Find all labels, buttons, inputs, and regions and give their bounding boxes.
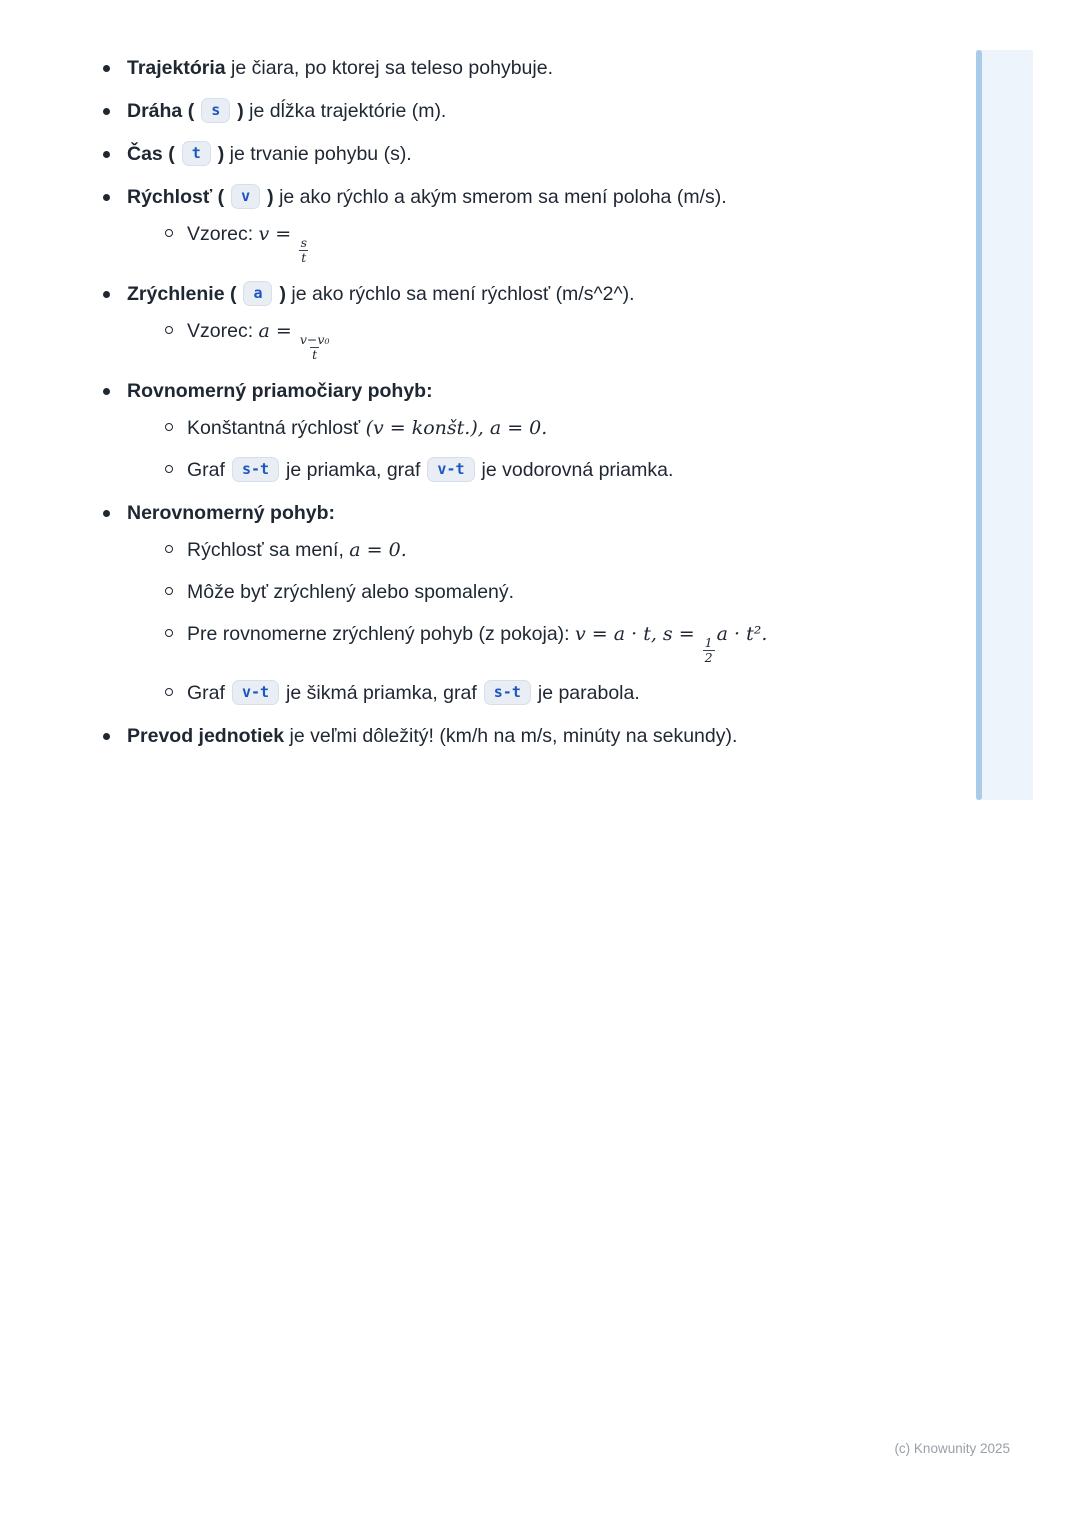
line-zrychlenie xyxy=(127,280,899,308)
code-chip-vt: v-t xyxy=(232,680,279,705)
line-rest: je trvanie pohybu (s). xyxy=(224,143,412,165)
math-expression: (v = konšt.), a = 0. xyxy=(365,417,548,439)
line-text: Graf xyxy=(187,459,225,481)
formula-a xyxy=(187,317,899,362)
circle-bullet-icon xyxy=(165,465,173,473)
sub-list xyxy=(127,317,899,362)
term-draha: Dráha ( xyxy=(127,100,195,122)
bullet-icon xyxy=(103,151,110,158)
sub-item-rovnomerne-zrychleny xyxy=(165,620,899,665)
math-expression: a · t². xyxy=(716,623,768,645)
bullet-item-nerovnomerny xyxy=(99,499,899,707)
term-prevod: Prevod jednotiek xyxy=(127,725,285,747)
line-graf xyxy=(187,456,899,484)
line-rovnomerne-zrychleny xyxy=(187,620,899,665)
sub-item-vzorec-a xyxy=(165,317,899,362)
scrollbar-thumb[interactable] xyxy=(976,50,982,800)
fraction-denominator: t xyxy=(301,250,307,265)
bullet-icon xyxy=(103,291,110,298)
bullet-list xyxy=(99,54,899,750)
line-rest: je dĺžka trajektórie (m). xyxy=(243,100,447,122)
line-draha xyxy=(127,97,899,125)
formula-v xyxy=(187,220,899,265)
bullet-icon xyxy=(103,388,110,395)
line-rest: je ako rýchlo sa mení rýchlosť (m/s^2^). xyxy=(285,283,635,305)
term-trajektoria: Trajektória xyxy=(127,57,226,79)
bullet-item-rychlost xyxy=(99,183,899,265)
sub-list xyxy=(127,536,899,707)
term-zrychlenie: Zrýchlenie ( xyxy=(127,283,237,305)
line-rychlost-meni xyxy=(187,536,899,564)
code-chip-v: v xyxy=(231,184,260,209)
circle-bullet-icon xyxy=(165,629,173,637)
term-paren: ) xyxy=(217,143,225,165)
formula-label: Vzorec: xyxy=(187,320,259,342)
sub-item-moze-byt xyxy=(165,578,899,606)
sub-item-rychlost-meni xyxy=(165,536,899,564)
notes-content xyxy=(99,54,899,765)
line-graf-2 xyxy=(187,679,899,707)
line-text: je vodorovná priamka. xyxy=(481,459,674,481)
line-text: Rýchlosť sa mení, xyxy=(187,539,350,561)
copyright-text: (c) Knowunity 2025 xyxy=(894,1441,1010,1456)
formula-label: Vzorec: xyxy=(187,223,259,245)
side-scroll-panel[interactable] xyxy=(976,50,1033,800)
line-trajektoria xyxy=(127,54,899,82)
circle-bullet-icon xyxy=(165,423,173,431)
bullet-item-trajektoria xyxy=(99,54,899,82)
bullet-item-cas xyxy=(99,140,899,168)
code-chip-s: s xyxy=(201,98,230,123)
line-text: je šikmá priamka, graf xyxy=(286,682,477,704)
line-text: Môže byť zrýchlený alebo spomalený. xyxy=(187,581,515,603)
line-rest: je čiara, po ktorej sa teleso pohybuje. xyxy=(225,57,553,79)
line-rest: je veľmi dôležitý! (km/h na m/s, minúty na sekundy). xyxy=(284,725,738,747)
code-chip-st: s-t xyxy=(232,457,279,482)
line-text: je parabola. xyxy=(537,682,640,704)
term-paren: ) xyxy=(279,283,286,305)
circle-bullet-icon xyxy=(165,229,173,237)
fraction-denominator: t xyxy=(312,347,318,362)
line-text: je priamka, graf xyxy=(286,459,421,481)
section-heading: Nerovnomerný pohyb: xyxy=(127,502,336,524)
line-konstantna xyxy=(187,414,899,442)
fraction-numerator: 1 xyxy=(704,635,713,650)
line-rychlost xyxy=(127,183,899,211)
bullet-icon xyxy=(103,194,110,201)
sub-item-graf-st-vt xyxy=(165,456,899,484)
math-expression: v = a · t, s = xyxy=(575,623,701,645)
math-expression: v = xyxy=(258,223,298,245)
sub-item-graf-vt-st xyxy=(165,679,899,707)
line-text: Konštantná rýchlosť xyxy=(187,417,366,439)
term-paren: ) xyxy=(267,186,274,208)
line-rest: je ako rýchlo a akým smerom sa mení poloha (m/s). xyxy=(273,186,727,208)
circle-bullet-icon xyxy=(165,688,173,696)
fraction-numerator: s xyxy=(300,235,307,250)
fraction-denominator: 2 xyxy=(704,650,713,665)
sub-list xyxy=(127,414,899,484)
term-cas: Čas ( xyxy=(127,143,175,165)
bullet-item-rovnomerny xyxy=(99,377,899,484)
code-chip-t: t xyxy=(182,141,211,166)
line-moze-byt xyxy=(187,578,899,606)
term-paren: ) xyxy=(237,100,244,122)
line-prevod xyxy=(127,722,899,750)
section-heading: Rovnomerný priamočiary pohyb: xyxy=(127,380,433,402)
code-chip-vt: v-t xyxy=(427,457,474,482)
sub-list xyxy=(127,220,899,265)
code-chip-st: s-t xyxy=(484,680,531,705)
sub-item-konstantna xyxy=(165,414,899,442)
bullet-icon xyxy=(103,65,110,72)
bullet-item-prevod xyxy=(99,722,899,750)
bullet-item-draha xyxy=(99,97,899,125)
sub-item-vzorec-v xyxy=(165,220,899,265)
fraction-numerator: v−v₀ xyxy=(299,332,330,347)
bullet-icon xyxy=(103,733,110,740)
fraction xyxy=(299,236,308,265)
line-cas xyxy=(127,140,899,168)
circle-bullet-icon xyxy=(165,587,173,595)
line-text: Pre rovnomerne zrýchlený pohyb (z pokoja): xyxy=(187,623,576,645)
bullet-icon xyxy=(103,510,110,517)
fraction xyxy=(703,636,715,665)
math-expression: a = 0. xyxy=(349,539,407,561)
bullet-item-zrychlenie xyxy=(99,280,899,362)
fraction xyxy=(300,333,330,362)
code-chip-a: a xyxy=(243,281,272,306)
line-nerovnomerny xyxy=(127,499,899,527)
circle-bullet-icon xyxy=(165,326,173,334)
line-rovnomerny xyxy=(127,377,899,405)
math-expression: a = xyxy=(258,320,298,342)
circle-bullet-icon xyxy=(165,545,173,553)
term-rychlost: Rýchlosť ( xyxy=(127,186,225,208)
bullet-icon xyxy=(103,108,110,115)
line-text: Graf xyxy=(187,682,225,704)
